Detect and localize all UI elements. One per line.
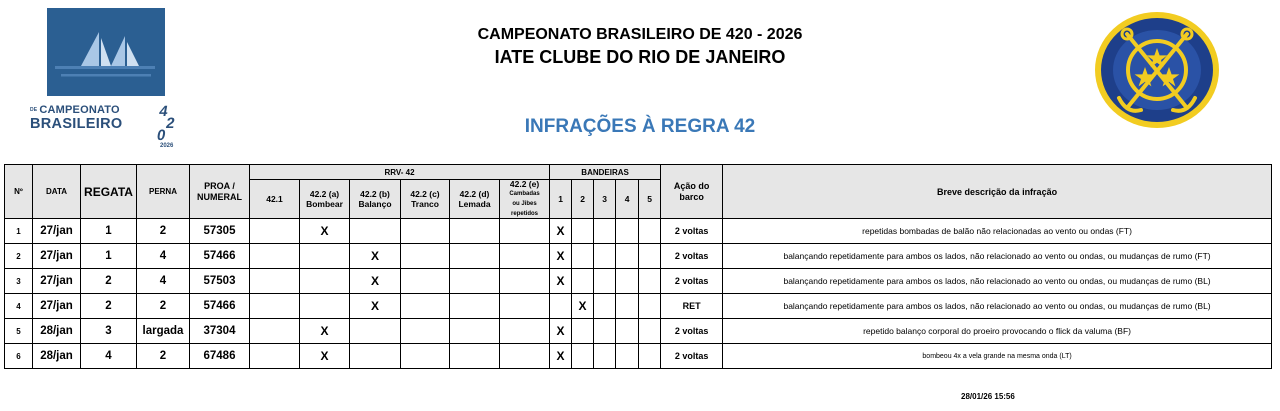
cell-perna: 2	[137, 344, 190, 369]
cell-rrv-42-1	[250, 269, 300, 294]
cell-acao: 2 voltas	[661, 269, 723, 294]
cell-regata: 3	[81, 319, 137, 344]
cell-descricao: balançando repetidamente para ambos os lados, não relacionado ao vento ou ondas, ou mudanças de rumo (BL)	[723, 269, 1272, 294]
cell-bandeira-5	[639, 244, 661, 269]
col-header-rrv-42-2b: 42.2 (b) Balanço	[350, 180, 401, 219]
cell-bandeira-2: X	[572, 294, 594, 319]
cell-proa: 57305	[190, 219, 250, 244]
cell-rrv-42-2c	[401, 294, 450, 319]
cell-rrv-42-2a	[300, 244, 350, 269]
cell-descricao: repetidas bombadas de balão não relacionadas ao vento ou ondas (FT)	[723, 219, 1272, 244]
col-header-bandeira-2: 2	[572, 180, 594, 219]
cell-bandeira-5	[639, 294, 661, 319]
cell-proa: 67486	[190, 344, 250, 369]
cell-proa: 57466	[190, 294, 250, 319]
cell-rrv-42-1	[250, 319, 300, 344]
cell-rrv-42-1	[250, 294, 300, 319]
cell-rrv-42-2a: X	[300, 319, 350, 344]
cell-proa: 57466	[190, 244, 250, 269]
table-row	[5, 269, 1272, 294]
cell-proa: 37304	[190, 319, 250, 344]
cell-rrv-42-2d	[450, 319, 500, 344]
cell-regata: 2	[81, 294, 137, 319]
col-header-perna: PERNA	[137, 165, 190, 219]
cell-regata: 2	[81, 269, 137, 294]
cell-bandeira-1: X	[550, 244, 572, 269]
table-row	[5, 294, 1272, 319]
cell-bandeira-1: X	[550, 219, 572, 244]
cell-bandeira-4	[616, 294, 639, 319]
logo-text-brasileiro: BRASILEIRO	[30, 116, 123, 132]
cell-rrv-42-1	[250, 244, 300, 269]
cell-rrv-42-2e	[500, 269, 550, 294]
cell-rrv-42-2c	[401, 219, 450, 244]
cell-acao: 2 voltas	[661, 319, 723, 344]
cell-bandeira-2	[572, 244, 594, 269]
cell-regata: 1	[81, 244, 137, 269]
cell-n: 4	[5, 294, 33, 319]
cell-bandeira-2	[572, 219, 594, 244]
cell-rrv-42-2b	[350, 344, 401, 369]
cell-descricao: balançando repetidamente para ambos os lados, não relacionado ao vento ou ondas, ou mudanças de rumo (BL)	[723, 294, 1272, 319]
cell-acao: 2 voltas	[661, 219, 723, 244]
cell-rrv-42-2c	[401, 319, 450, 344]
document-subtitle: INFRAÇÕES À REGRA 42	[524, 116, 756, 137]
cell-bandeira-4	[616, 319, 639, 344]
col-header-bandeira-4: 4	[616, 180, 639, 219]
cell-data: 28/jan	[33, 319, 81, 344]
cell-bandeira-4	[616, 344, 639, 369]
cell-n: 6	[5, 344, 33, 369]
cell-rrv-42-2c	[401, 269, 450, 294]
cell-acao: RET	[661, 294, 723, 319]
table-row	[5, 244, 1272, 269]
cell-n: 3	[5, 269, 33, 294]
col-group-bandeiras: BANDEIRAS	[550, 165, 661, 180]
cell-rrv-42-2a	[300, 269, 350, 294]
table-row	[5, 344, 1272, 369]
cell-bandeira-2	[572, 344, 594, 369]
svg-text:4: 4	[157, 103, 170, 120]
cell-rrv-42-2e	[500, 344, 550, 369]
cell-acao: 2 voltas	[661, 244, 723, 269]
cell-rrv-42-2c	[401, 344, 450, 369]
cell-perna: 2	[137, 294, 190, 319]
cell-rrv-42-2d	[450, 219, 500, 244]
cell-acao: 2 voltas	[661, 344, 723, 369]
col-header-rrv-42-2e: 42.2 (e) Cambadas ou Jibes repetidos	[500, 180, 550, 219]
cell-rrv-42-2b	[350, 319, 401, 344]
col-header-rrv-42-2a: 42.2 (a) Bombear	[300, 180, 350, 219]
cell-n: 2	[5, 244, 33, 269]
cell-bandeira-3	[594, 219, 616, 244]
cell-bandeira-3	[594, 344, 616, 369]
cell-rrv-42-2b	[350, 219, 401, 244]
cell-bandeira-4	[616, 219, 639, 244]
cell-n: 5	[5, 319, 33, 344]
col-header-rrv-42-2c: 42.2 (c) Tranco	[401, 180, 450, 219]
cell-perna: largada	[137, 319, 190, 344]
col-header-bandeira-1: 1	[550, 180, 572, 219]
cell-bandeira-1: X	[550, 344, 572, 369]
cell-bandeira-3	[594, 294, 616, 319]
print-timestamp: 28/01/26 15:56	[961, 392, 1015, 401]
cell-descricao: balançando repetidamente para ambos os lados, não relacionado ao vento ou ondas, ou mudanças de rumo (FT)	[723, 244, 1272, 269]
cell-bandeira-1: X	[550, 269, 572, 294]
col-header-n: Nº	[5, 165, 33, 219]
cell-rrv-42-2b: X	[350, 244, 401, 269]
cell-perna: 4	[137, 269, 190, 294]
cell-rrv-42-2d	[450, 269, 500, 294]
svg-text:0: 0	[155, 127, 167, 144]
club-emblem-icon	[1093, 10, 1221, 130]
cell-data: 27/jan	[33, 294, 81, 319]
cell-rrv-42-1	[250, 344, 300, 369]
cell-bandeira-4	[616, 269, 639, 294]
logo-year: 2026	[160, 143, 174, 149]
cell-perna: 2	[137, 219, 190, 244]
cell-perna: 4	[137, 244, 190, 269]
cell-rrv-42-2d	[450, 244, 500, 269]
cell-rrv-42-2a: X	[300, 344, 350, 369]
cell-bandeira-5	[639, 269, 661, 294]
cell-proa: 57503	[190, 269, 250, 294]
cell-bandeira-3	[594, 244, 616, 269]
cell-bandeira-2	[572, 269, 594, 294]
cell-descricao: bombeou 4x a vela grande na mesma onda (LT)	[723, 344, 1272, 369]
cell-rrv-42-2e	[500, 244, 550, 269]
col-header-data: DATA	[33, 165, 81, 219]
infractions-table	[4, 164, 1272, 369]
cell-rrv-42-2d	[450, 344, 500, 369]
cell-bandeira-4	[616, 244, 639, 269]
col-group-rrv: RRV- 42	[250, 165, 550, 180]
cell-bandeira-3	[594, 319, 616, 344]
cell-n: 1	[5, 219, 33, 244]
cell-rrv-42-2e	[500, 219, 550, 244]
cell-rrv-42-2a: X	[300, 219, 350, 244]
col-header-acao: Ação do barco	[661, 165, 723, 219]
cell-bandeira-1	[550, 294, 572, 319]
cell-bandeira-1: X	[550, 319, 572, 344]
cell-data: 28/jan	[33, 344, 81, 369]
cell-regata: 1	[81, 219, 137, 244]
cell-rrv-42-1	[250, 219, 300, 244]
cell-data: 27/jan	[33, 269, 81, 294]
col-header-bandeira-3: 3	[594, 180, 616, 219]
col-header-regata: REGATA	[81, 165, 137, 219]
cell-rrv-42-2e	[500, 319, 550, 344]
cell-bandeira-5	[639, 344, 661, 369]
cell-rrv-42-2b: X	[350, 294, 401, 319]
cell-rrv-42-2e	[500, 294, 550, 319]
col-header-bandeira-5: 5	[639, 180, 661, 219]
col-header-rrv-42-2d: 42.2 (d) Lemada	[450, 180, 500, 219]
svg-text:2: 2	[164, 115, 177, 132]
logo-text-campeonato: DE CAMPEONATO	[30, 104, 120, 116]
cell-bandeira-2	[572, 319, 594, 344]
cell-regata: 4	[81, 344, 137, 369]
table-row	[5, 219, 1272, 244]
cell-bandeira-5	[639, 319, 661, 344]
table-row	[5, 319, 1272, 344]
col-header-proa: PROA / NUMERAL	[190, 165, 250, 219]
cell-bandeira-5	[639, 219, 661, 244]
col-header-rrv-42-1: 42.1	[250, 180, 300, 219]
cell-bandeira-3	[594, 269, 616, 294]
cell-descricao: repetido balanço corporal do proeiro provocando o flick da valuma (BF)	[723, 319, 1272, 344]
cell-rrv-42-2d	[450, 294, 500, 319]
col-header-descricao: Breve descrição da infração	[723, 165, 1272, 219]
cell-rrv-42-2a	[300, 294, 350, 319]
document-title-line1: CAMPEONATO BRASILEIRO DE 420 - 2026	[477, 26, 803, 43]
cell-rrv-42-2c	[401, 244, 450, 269]
cell-data: 27/jan	[33, 244, 81, 269]
cell-data: 27/jan	[33, 219, 81, 244]
document-title-line2: IATE CLUBE DO RIO DE JANEIRO	[494, 47, 786, 67]
cell-rrv-42-2b: X	[350, 269, 401, 294]
